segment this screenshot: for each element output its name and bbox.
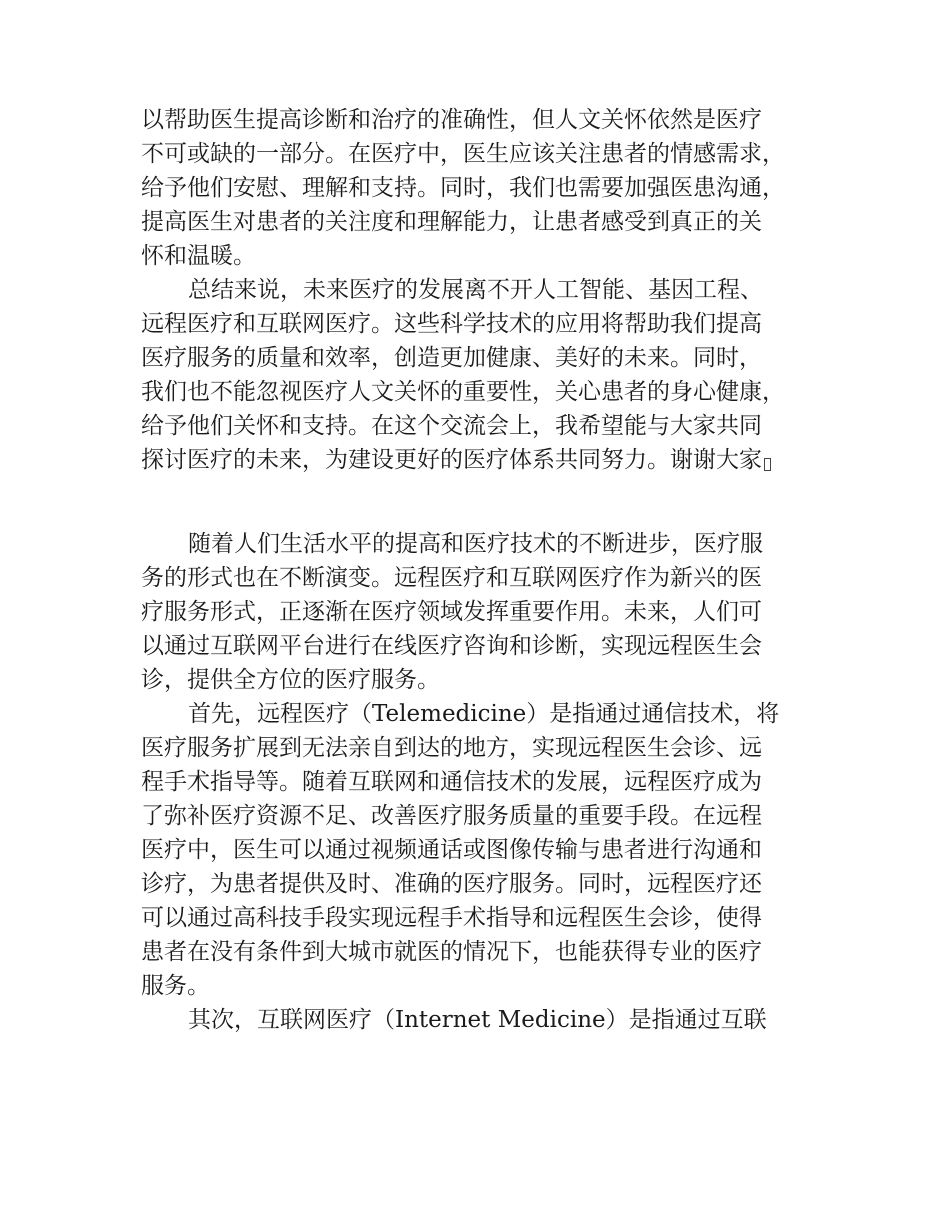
text-line: 怀和温暖。 [141, 243, 256, 269]
paragraph-introduction [141, 527, 813, 697]
missing-glyph-box [764, 458, 771, 471]
text-line: 服务。 [141, 973, 210, 999]
text-line: 医疗服务的质量和效率，创造更加健康、美好的未来。同时， [141, 345, 762, 371]
text-line: 患者在没有条件到大城市就医的情况下，也能获得专业的医疗 [141, 939, 762, 965]
text-line: 了弥补医疗资源不足、改善医疗服务质量的重要手段。在远程 [141, 803, 762, 829]
text-line: 远程医疗和互联网医疗。这些科学技术的应用将帮助我们提高 [141, 311, 762, 337]
text-section-bottom [141, 527, 813, 1037]
paragraph-telemedicine [141, 697, 813, 1003]
text-line: 程手术指导等。随着互联网和通信技术的发展，远程医疗成为 [141, 769, 762, 795]
text-line: 总结来说，未来医疗的发展离不开人工智能、基因工程、 [188, 277, 763, 303]
text-line: 给予他们安慰、理解和支持。同时，我们也需要加强医患沟通， [141, 175, 785, 201]
text-line: 提高医生对患者的关注度和理解能力，让患者感受到真正的关 [141, 209, 762, 235]
text-line: 我们也不能忽视医疗人文关怀的重要性，关心患者的身心健康， [141, 379, 785, 405]
text-line: 可以通过高科技手段实现远程手术指导和远程医生会诊，使得 [141, 905, 762, 931]
paragraph-humanistic-care [141, 103, 813, 273]
text-line: 医疗中，医生可以通过视频通话或图像传输与患者进行沟通和 [141, 837, 762, 863]
text-line: 诊，提供全方位的医疗服务。 [141, 667, 440, 693]
text-line: 不可或缺的一部分。在医疗中，医生应该关注患者的情感需求， [141, 141, 785, 167]
paragraph-conclusion [141, 273, 813, 477]
text-line: 医疗服务扩展到无法亲自到达的地方，实现远程医生会诊、远 [141, 735, 762, 761]
text-line: 随着人们生活水平的提高和医疗技术的不断进步，医疗服 [188, 531, 763, 557]
text-line: 以帮助医生提高诊断和治疗的准确性，但人文关怀依然是医疗 [141, 107, 762, 133]
text-line: 首先，远程医疗（Telemedicine）是指通过通信技术，将 [188, 701, 780, 727]
paragraph-internet-medicine [141, 1003, 813, 1037]
text-line: 诊疗，为患者提供及时、准确的医疗服务。同时，远程医疗还 [141, 871, 762, 897]
text-line: 疗服务形式，正逐渐在医疗领域发挥重要作用。未来，人们可 [141, 599, 762, 625]
text-line-last [141, 443, 813, 477]
text-line-content: 探讨医疗的未来，为建设更好的医疗体系共同努力。谢谢大家 [141, 447, 762, 473]
text-line: 其次，互联网医疗（Internet Medicine）是指通过互联 [188, 1007, 767, 1033]
text-line: 务的形式也在不断演变。远程医疗和互联网医疗作为新兴的医 [141, 565, 762, 591]
text-line: 以通过互联网平台进行在线医疗咨询和诊断，实现远程医生会 [141, 633, 762, 659]
text-line: 给予他们关怀和支持。在这个交流会上，我希望能与大家共同 [141, 413, 762, 439]
text-section-top [141, 103, 813, 477]
